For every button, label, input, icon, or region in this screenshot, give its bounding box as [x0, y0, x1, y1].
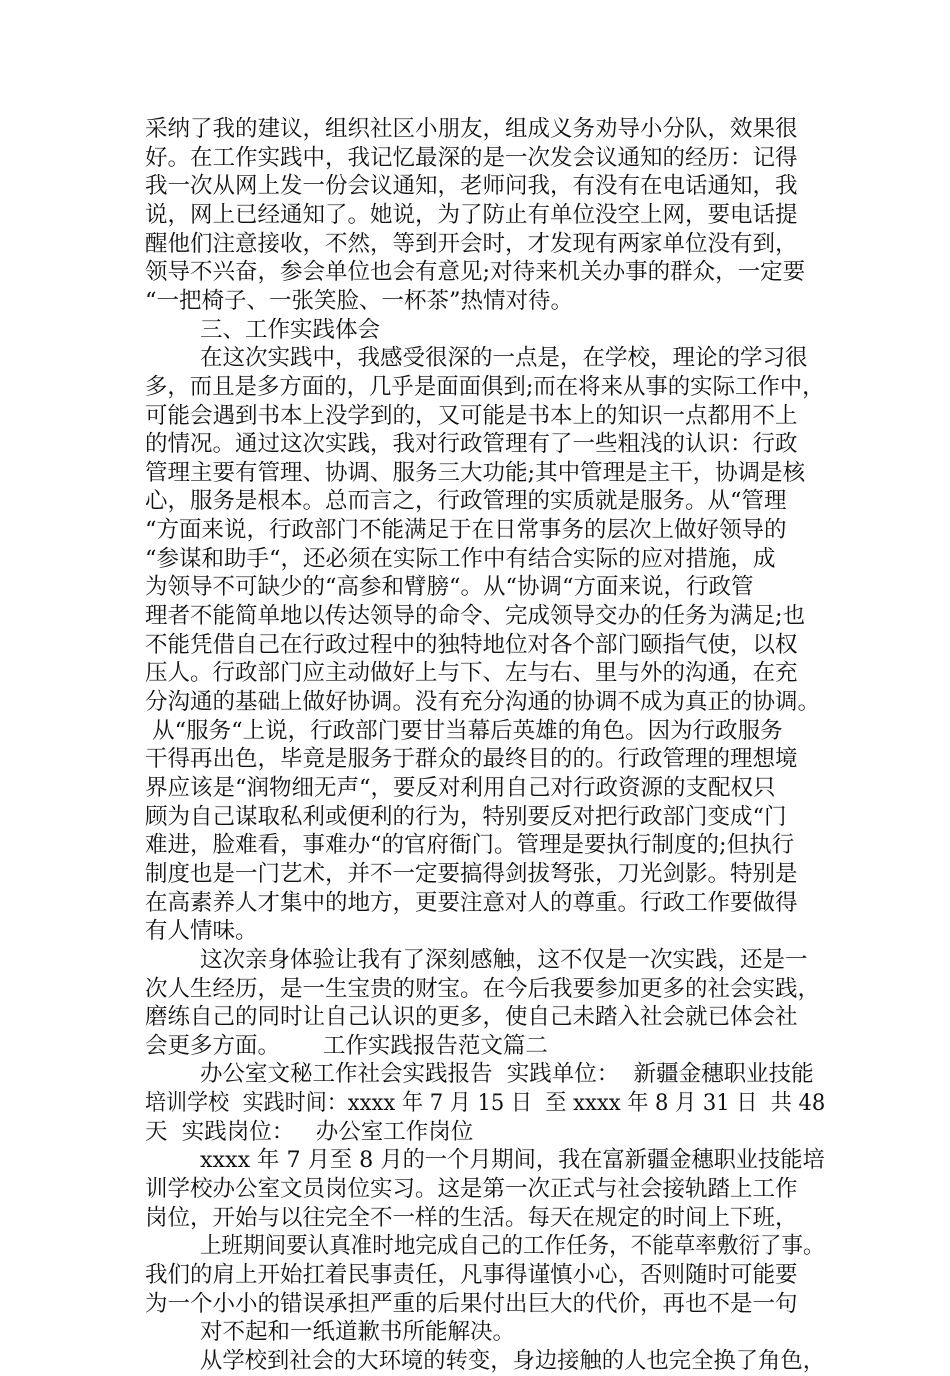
text-line: 岗位，开始与以往完全不一样的生活。每天在规定的时间上下班， — [145, 1204, 798, 1231]
section-heading: 三、工作实践体会 — [200, 316, 381, 343]
text-line: 我们的肩上开始扛着民事责任，凡事得谨慎小心，否则随时可能要 — [145, 1262, 798, 1288]
text-line: 为领导不可缺少的“高参和臂膀“。从“协调“方面来说，行政管 — [145, 574, 754, 601]
text-line: 界应该是“润物细无声“，要反对利用自己对行政资源的支配权只 — [145, 774, 776, 801]
text-line: 管理主要有管理、协调、服务三大功能;其中管理是主干，协调是核 — [145, 459, 806, 486]
text-line: 的情况。通过这次实践，我对行政管理有了一些粗浅的认识：行政 — [145, 431, 798, 458]
text-line: 培训学校 实践时间：xxxx 年 7 月 15 日 至 xxxx 年 8 月 31 日 共 48 — [145, 1090, 826, 1117]
text-line: 说，网上已经通知了。她说，为了防止有单位没空上网，要电话提 — [145, 201, 798, 228]
text-line: 醒他们注意接收，不然，等到开会时，才发现有两家单位没有到， — [145, 230, 798, 257]
text-line: “参谋和助手“，还必须在实际工作中有结合实际的应对措施，成 — [145, 545, 776, 572]
text-line: 分沟通的基础上做好协调。没有充分沟通的协调不成为真正的协调。 — [145, 689, 821, 715]
text-line: 可能会遇到书本上没学到的，又可能是书本上的知识一点都用不上 — [145, 402, 798, 429]
text-line: 磨练自己的同时让自己认识的更多，使自己未踏入社会就已体会社 — [145, 1004, 798, 1031]
text-line: 我一次从网上发一份会议通知，老师问我，有没有在电话通知，我 — [145, 173, 798, 200]
text-line: xxxx 年 7 月至 8 月的一个月期间，我在富新疆金穗职业技能培 — [200, 1147, 825, 1174]
text-line: 这次亲身体验让我有了深刻感触，这不仅是一次实践，还是一 — [200, 946, 808, 973]
text-line: 干得再出色，毕竟是服务于群众的最终目的的。行政管理的理想境 — [145, 746, 798, 773]
text-line: 不能凭借自己在行政过程中的独特地位对各个部门颐指气使，以权 — [145, 631, 798, 658]
text-line: 采纳了我的建议，组织社区小朋友，组成义务劝导小分队，效果很 — [145, 116, 798, 142]
text-line: 制度也是一门艺术，并不一定要搞得剑拔弩张，刀光剑影。特别是 — [145, 860, 798, 887]
text-line: “一把椅子、一张笑脸、一杯茶”热情对待。 — [145, 287, 574, 314]
text-line: 理者不能简单地以传达领导的命令、完成领导交办的任务为满足;也 — [145, 603, 806, 629]
text-line: “方面来说，行政部门不能满足于在日常事务的层次上做好领导的 — [145, 517, 787, 544]
text-line: 天 实践岗位： 办公室工作岗位 — [145, 1118, 474, 1145]
text-line: 多，而且是多方面的，几乎是面面俱到;而在将来从事的实际工作中， — [145, 373, 825, 400]
text-line: 顾为自己谋取私利或便利的行为，特别要反对把行政部门变成“门 — [145, 803, 787, 830]
text-line: 办公室文秘工作社会实践报告 实践单位： 新疆金穗职业技能 — [200, 1061, 814, 1088]
text-line: 对不起和一纸道歉书所能解决。 — [200, 1319, 516, 1346]
text-line: 训学校办公室文员岗位实习。这是第一次正式与社会接轨踏上工作 — [145, 1176, 798, 1202]
text-line: 从“服务“上说，行政部门要甘当幕后英雄的角色。因为行政服务 — [145, 717, 783, 744]
text-line: 有人情味。 — [145, 918, 258, 945]
text-line: 心，服务是根本。总而言之，行政管理的实质就是服务。从“管理 — [145, 488, 787, 515]
text-line: 上班期间要认真准时地完成自己的工作任务，不能草率敷衍了事。 — [200, 1233, 825, 1260]
text-line: 次人生经历，是一生宝贵的财宝。在今后我要参加更多的社会实践， — [145, 975, 821, 1002]
text-line: 难进，脸难看，事难办“的官府衙门。管理是要执行制度的;但执行 — [145, 832, 795, 859]
text-line: 从学校到社会的大环境的转变，身边接触的人也完全换了角色， — [200, 1348, 826, 1374]
text-line: 在高素养人才集中的地方，更要注意对人的尊重。行政工作要做得 — [145, 889, 798, 916]
text-line: 为一个小小的错误承担严重的后果付出巨大的代价，再也不是一句 — [145, 1290, 798, 1317]
text-line: 好。在工作实践中，我记忆最深的是一次发会议通知的经历：记得 — [145, 144, 798, 171]
text-line: 压人。行政部门应主动做好上与下、左与右、里与外的沟通，在充 — [145, 660, 798, 687]
text-line: 领导不兴奋，参会单位也会有意见;对待来机关办事的群众，一定要 — [145, 259, 806, 286]
text-line: 在这次实践中，我感受很深的一点是，在学校，理论的学习很 — [200, 345, 808, 372]
text-line: 会更多方面。 工作实践报告范文篇二 — [145, 1032, 548, 1059]
